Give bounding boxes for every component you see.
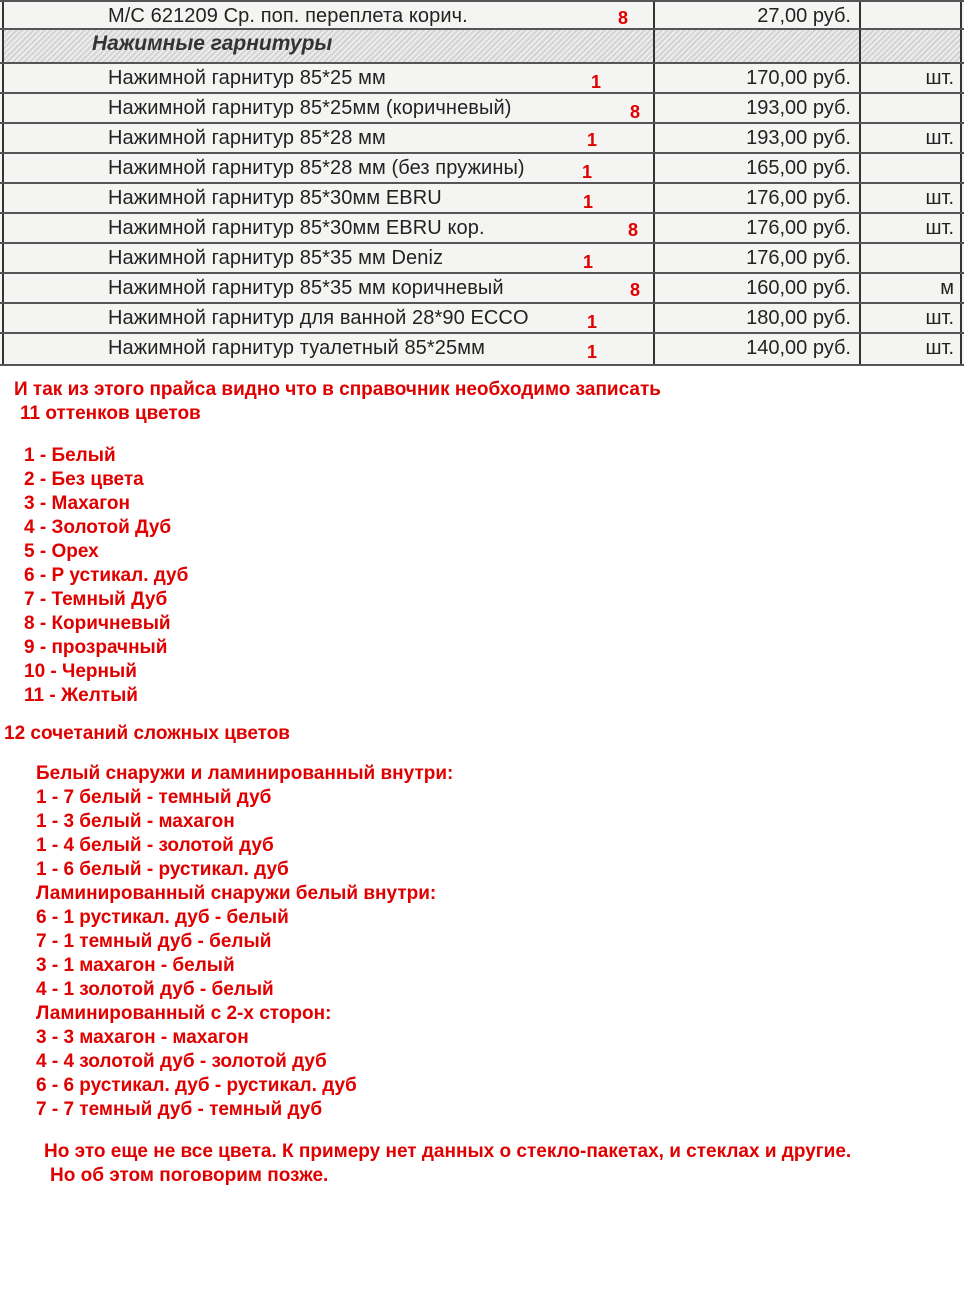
color-code-mark: 1 xyxy=(582,162,593,182)
list-heading: Ламинированный с 2-х сторон: xyxy=(36,1003,332,1024)
list-item: 1 - 3 белый - махагон xyxy=(36,811,235,832)
outro-text-2: Но об этом поговорим позже. xyxy=(50,1165,329,1186)
section-title: Нажимные гарнитуры xyxy=(92,32,333,55)
combos-title: 12 сочетаний сложных цветов xyxy=(4,723,290,744)
item-price: 160,00 руб. xyxy=(746,277,851,299)
table-row xyxy=(0,274,964,304)
list-item: 11 - Желтый xyxy=(24,685,138,706)
list-item: 3 - 1 махагон - белый xyxy=(36,955,235,976)
table-row xyxy=(0,184,964,214)
list-item: 4 - Золотой Дуб xyxy=(24,517,172,538)
item-name: Нажимной гарнитур 85*28 мм xyxy=(108,127,386,149)
color-code-mark: 8 xyxy=(628,220,639,240)
item-price: 165,00 руб. xyxy=(746,157,851,179)
price-list-scan xyxy=(0,0,964,366)
table-row xyxy=(0,0,964,30)
item-unit: шт. xyxy=(925,307,954,329)
list-item: 2 - Без цвета xyxy=(24,469,144,490)
item-name: Нажимной гарнитур 85*30мм EBRU кор. xyxy=(108,217,485,239)
color-code-mark: 1 xyxy=(591,72,602,92)
list-item: 6 - 6 рустикал. дуб - рустикал. дуб xyxy=(36,1075,357,1096)
list-item: 1 - 7 белый - темный дуб xyxy=(36,787,272,808)
item-unit: шт. xyxy=(925,67,954,89)
item-unit: шт. xyxy=(925,337,954,359)
color-code-mark: 1 xyxy=(583,192,594,212)
item-name: М/С 621209 Ср. поп. переплета корич. xyxy=(108,5,468,27)
list-item: 4 - 4 золотой дуб - золотой дуб xyxy=(36,1051,327,1072)
color-code-mark: 8 xyxy=(630,280,641,300)
list-heading: Белый снаружи и ламинированный внутри: xyxy=(36,763,454,784)
item-price: 176,00 руб. xyxy=(746,187,851,209)
list-item: 7 - Темный Дуб xyxy=(24,589,168,610)
item-name: Нажимной гарнитур для ванной 28*90 ECCO xyxy=(108,307,529,329)
list-item: 7 - 1 темный дуб - белый xyxy=(36,931,272,952)
item-unit: шт. xyxy=(925,187,954,209)
list-item: 7 - 7 темный дуб - темный дуб xyxy=(36,1099,323,1120)
section-row xyxy=(0,30,964,64)
item-unit: шт. xyxy=(925,127,954,149)
list-item: 1 - 6 белый - рустикал. дуб xyxy=(36,859,289,880)
item-price: 193,00 руб. xyxy=(746,97,851,119)
color-code-mark: 8 xyxy=(630,102,641,122)
color-code-mark: 1 xyxy=(587,130,598,150)
list-item: 9 - прозрачный xyxy=(24,637,168,658)
list-item: 3 - Махагон xyxy=(24,493,130,514)
table-row xyxy=(0,334,964,366)
item-price: 27,00 руб. xyxy=(757,5,851,27)
table-row xyxy=(0,214,964,244)
list-item: 1 - Белый xyxy=(24,445,116,466)
table-row xyxy=(0,244,964,274)
list-item: 10 - Черный xyxy=(24,661,137,682)
color-code-mark: 1 xyxy=(587,312,598,332)
item-price: 193,00 руб. xyxy=(746,127,851,149)
item-unit: шт. xyxy=(925,217,954,239)
color-code-mark: 1 xyxy=(587,342,598,362)
table-row xyxy=(0,154,964,184)
item-name: Нажимной гарнитур 85*25мм (коричневый) xyxy=(108,97,512,119)
item-price: 140,00 руб. xyxy=(746,337,851,359)
intro-text: И так из этого прайса видно что в справочник необходимо записать xyxy=(14,379,661,400)
list-heading: Ламинированный снаружи белый внутри: xyxy=(36,883,437,904)
list-item: 1 - 4 белый - золотой дуб xyxy=(36,835,274,856)
shades-count: 11 оттенков цветов xyxy=(20,403,201,424)
outro-text: Но это еще не все цвета. К примеру нет данных о стекло-пакетах, и стеклах и другие. xyxy=(44,1141,852,1162)
item-price: 176,00 руб. xyxy=(746,217,851,239)
color-code-mark: 1 xyxy=(583,252,594,272)
item-name: Нажимной гарнитур 85*35 мм Deniz xyxy=(108,247,444,269)
item-name: Нажимной гарнитур 85*25 мм xyxy=(108,67,386,89)
list-item: 3 - 3 махагон - махагон xyxy=(36,1027,249,1048)
table-row xyxy=(0,304,964,334)
list-item: 4 - 1 золотой дуб - белый xyxy=(36,979,274,1000)
item-name: Нажимной гарнитур 85*35 мм коричневый xyxy=(108,277,504,299)
list-item: 5 - Орех xyxy=(24,541,99,562)
table-row xyxy=(0,94,964,124)
item-name: Нажимной гарнитур 85*30мм EBRU xyxy=(108,187,442,209)
color-code-mark: 8 xyxy=(618,8,629,28)
item-price: 176,00 руб. xyxy=(746,247,851,269)
item-name: Нажимной гарнитур туалетный 85*25мм xyxy=(108,337,485,359)
item-name: Нажимной гарнитур 85*28 мм (без пружины) xyxy=(108,157,525,179)
table-row xyxy=(0,124,964,154)
list-item: 8 - Коричневый xyxy=(24,613,171,634)
item-price: 180,00 руб. xyxy=(746,307,851,329)
table-row xyxy=(0,64,964,94)
list-item: 6 - Р устикал. дуб xyxy=(24,565,189,586)
list-item: 6 - 1 рустикал. дуб - белый xyxy=(36,907,289,928)
item-price: 170,00 руб. xyxy=(746,67,851,89)
item-unit: м xyxy=(940,277,954,299)
